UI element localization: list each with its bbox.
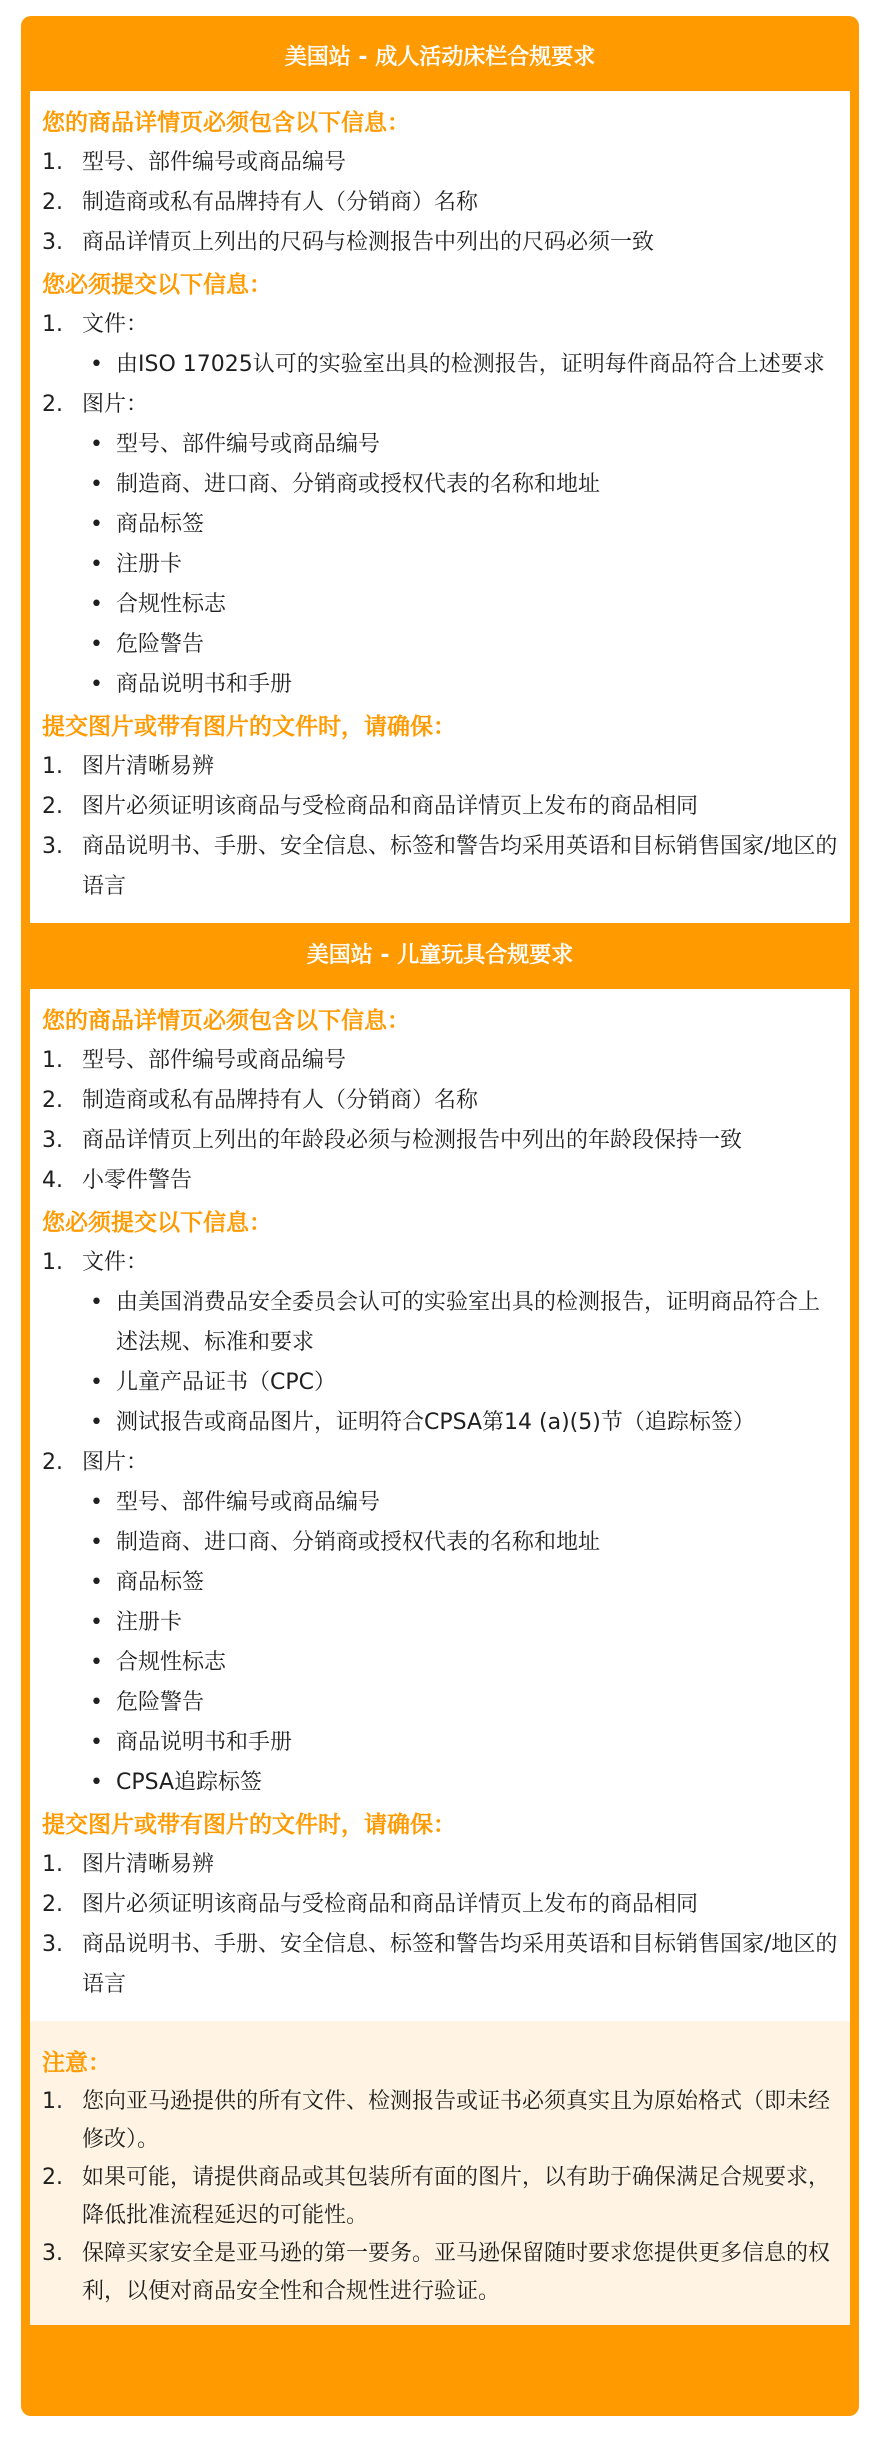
bullet-item: [42, 345, 838, 385]
list-item-text: 商品说明书、手册、安全信息、标签和警告均采用英语和目标销售国家/地区的语言: [82, 1932, 838, 1997]
image-requirement-item: [42, 787, 838, 827]
bullet-dot-icon: •: [90, 1650, 103, 1675]
note-item: [42, 2159, 838, 2235]
detail-requirement-item: [42, 1121, 838, 1161]
detail-requirements-title: 您的商品详情页必须包含以下信息：: [42, 1008, 410, 1034]
list-number: 1.: [42, 2089, 63, 2114]
list-number: 2.: [42, 1450, 63, 1475]
note-box: [30, 2021, 850, 2325]
list-item-text: 制造商或私有品牌持有人（分销商）名称: [82, 1088, 479, 1113]
detail-requirement-item: [42, 143, 838, 183]
bullet-dot-icon: •: [90, 1770, 103, 1795]
list-item-text: 保障买家安全是亚马逊的第一要务。亚马逊保留随时要求您提供更多信息的权利，以便对商品安全性和合规性进行验证。: [82, 2241, 831, 2304]
detail-requirements-title: 您的商品详情页必须包含以下信息：: [42, 110, 410, 136]
list-number: 3.: [42, 834, 63, 859]
bullet-item: [42, 1603, 838, 1643]
list-number: 2.: [42, 2165, 63, 2190]
section-body: [30, 91, 850, 923]
bullet-dot-icon: •: [90, 552, 103, 577]
bullet-item: [42, 625, 838, 665]
list-item-text: 型号、部件编号或商品编号: [82, 150, 347, 175]
bullet-dot-icon: •: [90, 1690, 103, 1715]
note-item: [42, 2235, 838, 2311]
bullet-item-text: 制造商、进口商、分销商或授权代表的名称和地址: [116, 1530, 601, 1555]
note-item: [42, 2083, 838, 2159]
bullet-item: [42, 1723, 838, 1763]
bullet-item: [42, 1523, 838, 1563]
detail-requirement-item: [42, 1041, 838, 1081]
submit-requirement-item: [42, 1243, 838, 1283]
detail-requirement-item: [42, 183, 838, 223]
bullet-dot-icon: •: [90, 1410, 103, 1435]
bullet-item: [42, 1643, 838, 1683]
bullet-dot-icon: •: [90, 512, 103, 537]
bullet-dot-icon: •: [90, 592, 103, 617]
submit-requirements-title: 您必须提交以下信息：: [42, 272, 272, 298]
submit-requirement-item: [42, 385, 838, 425]
list-number: 1.: [42, 312, 63, 337]
bullet-item: [42, 1563, 838, 1603]
bullet-item-text: 商品标签: [116, 1570, 205, 1595]
list-item-text: 文件：: [82, 312, 149, 337]
bullet-item-text: 合规性标志: [116, 1650, 227, 1675]
bullet-item: [42, 1683, 838, 1723]
bullet-item-text: 型号、部件编号或商品编号: [116, 432, 381, 457]
image-requirement-item: [42, 747, 838, 787]
bullet-item-text: 商品说明书和手册: [116, 1730, 293, 1755]
submit-requirement-item: [42, 1443, 838, 1483]
bullet-dot-icon: •: [90, 1570, 103, 1595]
list-item-text: 图片必须证明该商品与受检商品和商品详情页上发布的商品相同: [82, 794, 699, 819]
list-number: 1.: [42, 1048, 63, 1073]
bullet-dot-icon: •: [90, 1490, 103, 1515]
list-item-text: 图片清晰易辨: [82, 1852, 215, 1877]
bullet-item-text: 危险警告: [116, 632, 205, 657]
bullet-dot-icon: •: [90, 1530, 103, 1555]
bullet-dot-icon: •: [90, 352, 103, 377]
bullet-dot-icon: •: [90, 1730, 103, 1755]
list-item-text: 图片清晰易辨: [82, 754, 215, 779]
list-item-text: 图片：: [82, 392, 149, 417]
bullet-dot-icon: •: [90, 632, 103, 657]
bullet-item-text: 危险警告: [116, 1690, 205, 1715]
list-number: 1.: [42, 754, 63, 779]
bullet-item: [42, 585, 838, 625]
image-requirement-item: [42, 1925, 838, 2005]
bullet-item-text: CPSA追踪标签: [116, 1770, 263, 1795]
bullet-item-text: 商品标签: [116, 512, 205, 537]
list-item-text: 商品详情页上列出的尺码与检测报告中列出的尺码必须一致: [82, 230, 655, 255]
list-number: 3.: [42, 1128, 63, 1153]
bullet-item-text: 型号、部件编号或商品编号: [116, 1490, 381, 1515]
bullet-item: [42, 665, 838, 705]
compliance-card: [30, 25, 850, 2325]
bullet-item: [42, 465, 838, 505]
bullet-item: [42, 425, 838, 465]
submit-requirements-title: 您必须提交以下信息：: [42, 1210, 272, 1236]
list-number: 1.: [42, 1852, 63, 1877]
image-requirement-item: [42, 1845, 838, 1885]
bullet-dot-icon: •: [90, 1370, 103, 1395]
bullet-item: [42, 505, 838, 545]
detail-requirement-item: [42, 1081, 838, 1121]
bullet-item: [42, 1403, 838, 1443]
section-body: [30, 989, 850, 2021]
list-number: 1.: [42, 1250, 63, 1275]
list-number: 3.: [42, 230, 63, 255]
bullet-item: [42, 1363, 838, 1403]
bullet-item: [42, 1283, 838, 1363]
detail-requirement-item: [42, 1161, 838, 1201]
list-number: 2.: [42, 1088, 63, 1113]
image-requirement-item: [42, 827, 838, 907]
bullet-item: [42, 1763, 838, 1803]
bullet-item-text: 由ISO 17025认可的实验室出具的检测报告，证明每件商品符合上述要求: [116, 352, 825, 377]
bullet-item-text: 由美国消费品安全委员会认可的实验室出具的检测报告，证明商品符合上述法规、标准和要求: [116, 1290, 821, 1355]
list-number: 2.: [42, 392, 63, 417]
bullet-item-text: 注册卡: [116, 552, 183, 577]
list-number: 1.: [42, 150, 63, 175]
detail-requirement-item: [42, 223, 838, 263]
bullet-item-text: 儿童产品证书（CPC）: [116, 1370, 336, 1395]
list-number: 2.: [42, 794, 63, 819]
list-number: 3.: [42, 1932, 63, 1957]
list-number: 4.: [42, 1168, 63, 1193]
image-requirements-title: 提交图片或带有图片的文件时，请确保：: [42, 1812, 456, 1838]
bullet-item-text: 制造商、进口商、分销商或授权代表的名称和地址: [116, 472, 601, 497]
list-item-text: 您向亚马逊提供的所有文件、检测报告或证书必须真实且为原始格式（即未经修改）。: [82, 2089, 831, 2152]
list-item-text: 文件：: [82, 1250, 149, 1275]
list-item-text: 图片必须证明该商品与受检商品和商品详情页上发布的商品相同: [82, 1892, 699, 1917]
bullet-item: [42, 545, 838, 585]
bullet-item-text: 合规性标志: [116, 592, 227, 617]
bullet-dot-icon: •: [90, 432, 103, 457]
image-requirements-title: 提交图片或带有图片的文件时，请确保：: [42, 714, 456, 740]
section-header: 美国站 - 成人活动床栏合规要求: [30, 25, 850, 91]
list-item-text: 商品说明书、手册、安全信息、标签和警告均采用英语和目标销售国家/地区的语言: [82, 834, 838, 899]
list-item-text: 图片：: [82, 1450, 149, 1475]
list-item-text: 商品详情页上列出的年龄段必须与检测报告中列出的年龄段保持一致: [82, 1128, 743, 1153]
bullet-dot-icon: •: [90, 672, 103, 697]
bullet-item-text: 注册卡: [116, 1610, 183, 1635]
bullet-item: [42, 1483, 838, 1523]
list-item-text: 型号、部件编号或商品编号: [82, 1048, 347, 1073]
list-item-text: 如果可能，请提供商品或其包装所有面的图片，以有助于确保满足合规要求，降低批准流程延迟的可能性。: [82, 2165, 831, 2228]
compliance-card-frame: [21, 16, 859, 2416]
list-number: 2.: [42, 1892, 63, 1917]
list-item-text: 小零件警告: [82, 1168, 193, 1193]
section-header: 美国站 - 儿童玩具合规要求: [30, 923, 850, 989]
list-number: 2.: [42, 190, 63, 215]
note-title: 注意：: [42, 2050, 111, 2076]
bullet-dot-icon: •: [90, 1610, 103, 1635]
submit-requirement-item: [42, 305, 838, 345]
bullet-dot-icon: •: [90, 1290, 103, 1315]
bullet-dot-icon: •: [90, 472, 103, 497]
list-number: 3.: [42, 2241, 63, 2266]
list-item-text: 制造商或私有品牌持有人（分销商）名称: [82, 190, 479, 215]
bullet-item-text: 商品说明书和手册: [116, 672, 293, 697]
image-requirement-item: [42, 1885, 838, 1925]
bullet-item-text: 测试报告或商品图片，证明符合CPSA第14 (a)(5)节（追踪标签）: [116, 1410, 755, 1435]
